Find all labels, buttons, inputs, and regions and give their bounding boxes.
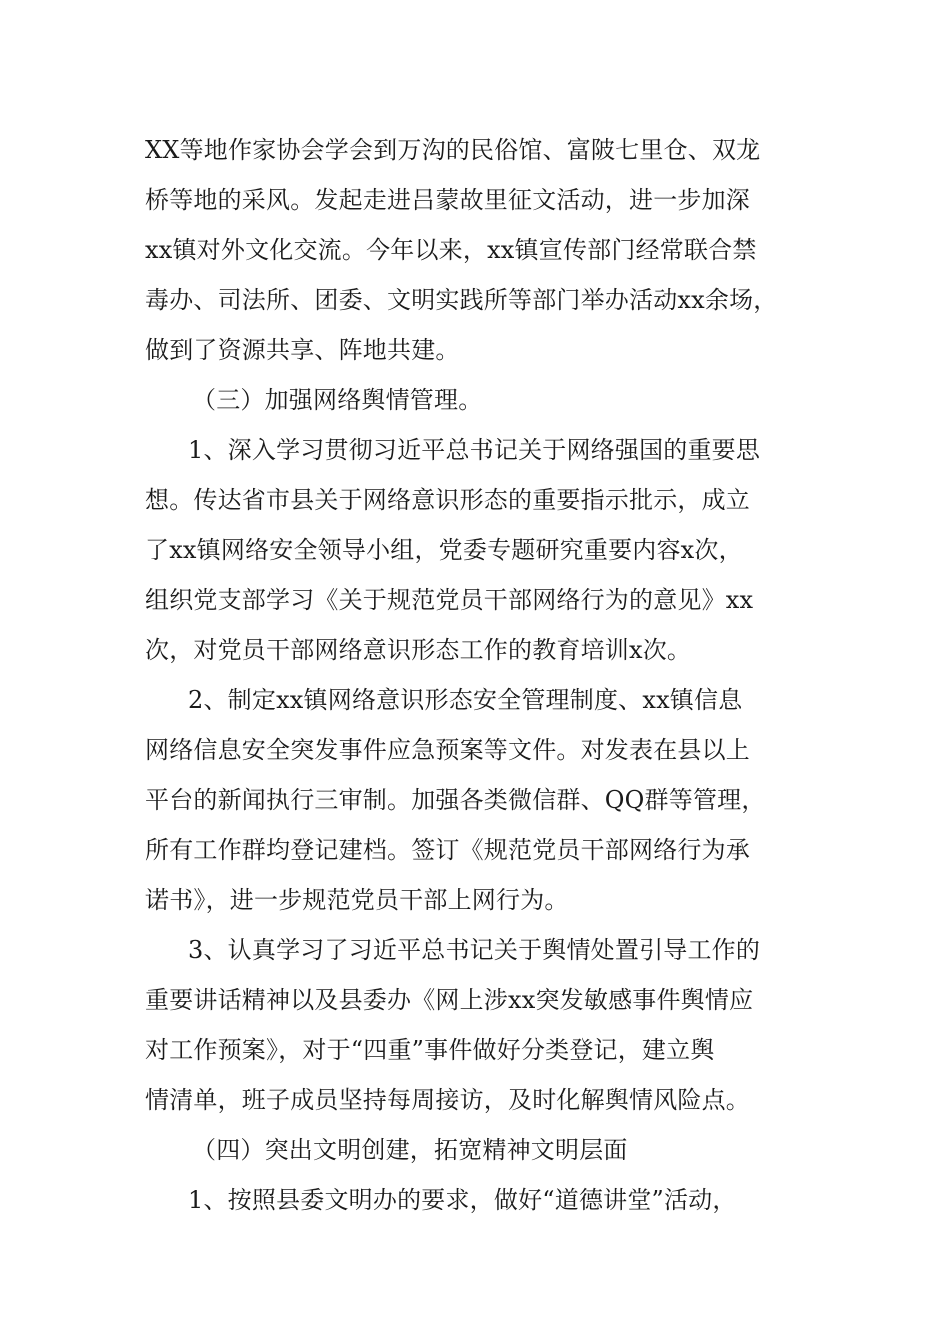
text-line: 了xx镇网络安全领导小组，党委专题研究重要内容x次， bbox=[145, 536, 743, 564]
text-line: 组织党支部学习《关于规范党员干部网络行为的意见》xx bbox=[145, 586, 754, 614]
text-line: 诺书》，进一步规范党员干部上网行为。 bbox=[145, 886, 569, 914]
text-line: 毒办、司法所、团委、文明实践所等部门举办活动xx余场， bbox=[145, 286, 778, 314]
text-line: 对工作预案》，对于“四重”事件做好分类登记，建立舆 bbox=[145, 1036, 715, 1064]
text-line: 次，对党员干部网络意识形态工作的教育培训x次。 bbox=[145, 636, 692, 664]
paragraph-start: 1、深入学习贯彻习近平总书记关于网络强国的重要思 bbox=[188, 436, 761, 464]
paragraph-start: 2、制定xx镇网络意识形态安全管理制度、xx镇信息 bbox=[188, 686, 743, 714]
text-line: xx镇对外文化交流。今年以来，xx镇宣传部门经常联合禁 bbox=[145, 236, 757, 264]
paragraph-start: 3、认真学习了习近平总书记关于舆情处置引导工作的 bbox=[188, 936, 761, 964]
text-line: 想。传达省市县关于网络意识形态的重要指示批示，成立 bbox=[145, 486, 750, 514]
section-heading: （四）突出文明创建，拓宽精神文明层面 bbox=[192, 1136, 628, 1164]
section-heading: （三）加强网络舆情管理。 bbox=[192, 386, 483, 414]
paragraph-start: 1、按照县委文明办的要求，做好“道德讲堂”活动， bbox=[188, 1186, 737, 1214]
text-line: XX等地作家协会学会到万沟的民俗馆、富陂七里仓、双龙 bbox=[145, 136, 761, 164]
text-line: 情清单，班子成员坚持每周接访，及时化解舆情风险点。 bbox=[145, 1086, 750, 1114]
text-line: 做到了资源共享、阵地共建。 bbox=[145, 336, 460, 364]
text-line: 平台的新闻执行三审制。加强各类微信群、QQ群等管理， bbox=[145, 786, 766, 814]
text-line: 网络信息安全突发事件应急预案等文件。对发表在县以上 bbox=[145, 736, 750, 764]
text-line: 桥等地的采风。发起走进吕蒙故里征文活动，进一步加深 bbox=[145, 186, 750, 214]
text-line: 所有工作群均登记建档。签订《规范党员干部网络行为承 bbox=[145, 836, 750, 864]
text-line: 重要讲话精神以及县委办《网上涉xx突发敏感事件舆情应 bbox=[145, 986, 754, 1014]
